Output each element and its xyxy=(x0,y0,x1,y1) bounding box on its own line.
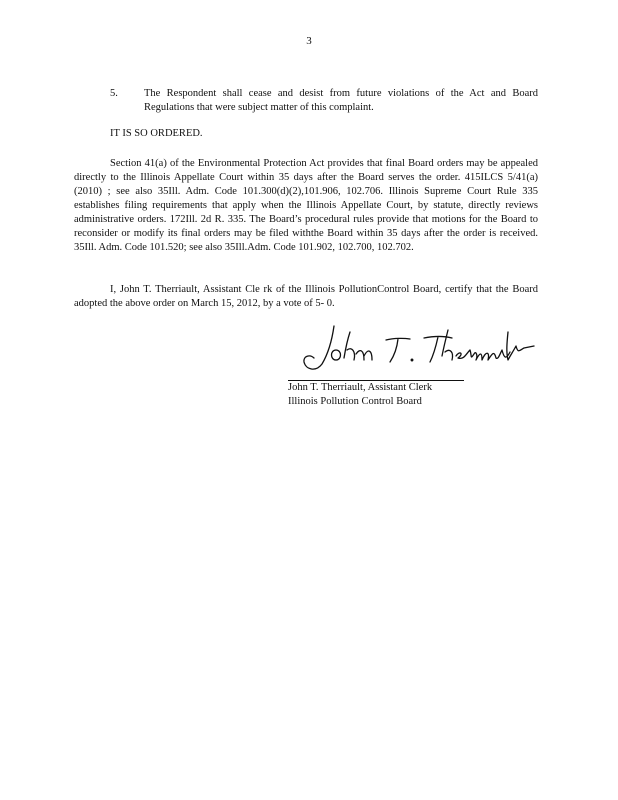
item-text: The Respondent shall cease and desist from future violations of the Act and Board Regulations that were subject matter of this complaint. xyxy=(144,88,538,113)
so-ordered-text: IT IS SO ORDERED. xyxy=(110,128,203,139)
item-number: 5. xyxy=(110,88,118,99)
handwritten-signature xyxy=(294,320,544,376)
signer-organization: Illinois Pollution Control Board xyxy=(288,396,422,407)
page-number: 3 xyxy=(306,35,312,47)
appeal-paragraph: Section 41(a) of the Environmental Protection Act provides that final Board orders may be appealed directly to the Illinois Appellate Court within 35 days after the Board serves the order. 415ILCS 5/41(a) (2010) ; see also 35Ill. Adm. Code 101.300(d)(2),101.906, 102.706. Illinois Supreme Court Rule 335 establishes filing requirements that apply when the Illinois Appellate Court, by statute, directly reviews administrative orders. 172Ill. 2d R. 335. The Board’s procedural rules provide that motions for the Board to reconsider or modify its final orders may be filed withthe Board within 35 days after the order is received. 35Ill. Adm. Code 101.520; see also 35Ill.Adm. Code 101.902, 102.700, 102.702. xyxy=(74,158,538,253)
signer-name: John T. Therriault, Assistant Clerk xyxy=(288,382,433,393)
certification-paragraph: I, John T. Therriault, Assistant Cle rk of the Illinois PollutionControl Board, certify that the Board adopted the above order on March 15, 2012, by a vote of 5- 0. xyxy=(74,284,538,309)
order-item-5 xyxy=(110,87,538,115)
signature-block xyxy=(288,320,548,409)
